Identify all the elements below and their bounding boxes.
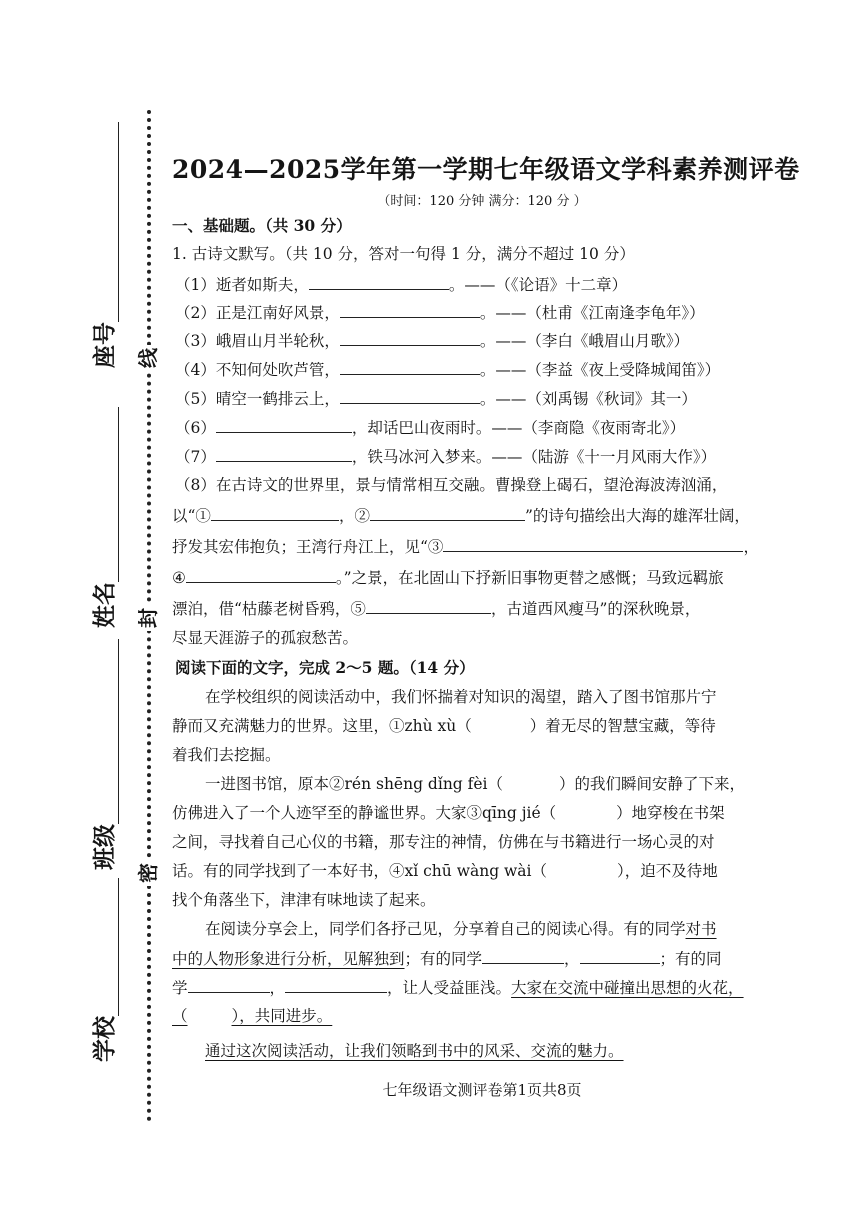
para4: 通过这次阅读活动，让我们领略到书中的风采、交流的魅力。	[205, 1042, 624, 1060]
section1-heading: 一、基础题。（共 30 分）	[172, 216, 352, 235]
name-label: 姓名	[91, 582, 118, 628]
para2-line-1: 一进图书馆，原本②rén shēng dǐng fèi（ ）的我们瞬间安静了下来，	[205, 775, 746, 793]
para1-line-3: 着我们去挖掘。	[172, 746, 281, 764]
exam-subtitle: （时间：120 分钟 满分：120 分 ）	[377, 194, 587, 209]
seal-char-mi: 密	[135, 860, 161, 886]
poem-item-2: （2）正是江南好风景， 。——（杜甫《江南逢李龟年》）	[175, 301, 705, 324]
para3-line-1: 在阅读分享会上，同学们各抒己见，分享着自己的阅读心得。有的同学对书	[205, 920, 717, 938]
answer-blank[interactable]	[482, 947, 564, 964]
item8-line-6: 尽显天涯游子的孤寂愁苦。	[172, 629, 359, 647]
answer-blank[interactable]	[443, 535, 743, 552]
answer-blank[interactable]	[580, 947, 660, 964]
poem-item-5: （5）晴空一鹤排云上， 。——（刘禹锡《秋词》其一）	[175, 387, 697, 410]
class-label: 班级	[91, 824, 118, 870]
para2-line-2: 仿佛进入了一个人迹罕至的静谧世界。大家③qīng jié（ ）地穿梭在书架	[172, 804, 725, 822]
answer-blank[interactable]	[211, 504, 339, 521]
answer-blank[interactable]	[370, 504, 525, 521]
name-field[interactable]	[86, 407, 119, 628]
underlined-sentence: 大家在交流中碰撞出思想的火花，	[511, 979, 744, 997]
para3-line-3: 学 ， ，让人受益匪浅。大家在交流中碰撞出思想的火花，	[172, 976, 744, 999]
underlined-phrase: 对书	[685, 920, 717, 938]
seat-number-label: 座号	[91, 322, 118, 368]
name-blank[interactable]	[96, 407, 119, 582]
poem-item-3: （3）峨眉山月半轮秋， 。——（李白《峨眉山月歌》）	[175, 329, 689, 352]
class-field[interactable]	[86, 639, 119, 870]
seat-number-blank[interactable]	[96, 122, 119, 322]
para1-line-1: 在学校组织的阅读活动中，我们怀揣着对知识的渴望，踏入了图书馆那片宁	[205, 688, 717, 706]
answer-blank[interactable]	[188, 976, 270, 993]
answer-blank[interactable]	[309, 273, 449, 290]
answer-blank[interactable]	[340, 301, 480, 318]
answer-blank[interactable]	[216, 445, 352, 462]
exam-title: 2024—2025学年第一学期七年级语文学科素养测评卷	[172, 155, 800, 184]
question1-stem: 1. 古诗文默写。（共 10 分，答对一句得 1 分，满分不超过 10 分）	[172, 245, 635, 263]
poem-item-6: （6） ，却话巴山夜雨时。——（李商隐《夜雨寄北》）	[175, 416, 685, 439]
reading-heading: 阅读下面的文字，完成 2～5 题。（14 分）	[175, 658, 475, 677]
poem-item-7: （7） ，铁马冰河入梦来。——（陆游《十一月风雨大作》）	[175, 445, 716, 468]
answer-blank[interactable]	[340, 387, 480, 404]
answer-blank[interactable]	[366, 597, 491, 614]
seal-char-feng: 封	[135, 605, 161, 631]
poem-item-1: （1）逝者如斯夫， 。——（《论语》十二章）	[175, 273, 627, 296]
item8-line-3: 抒发其宏伟抱负；王湾行舟江上，见“③ ，	[172, 535, 759, 558]
page-footer: 七年级语文测评卷第1页共8页	[382, 1081, 582, 1099]
answer-blank[interactable]	[216, 416, 352, 433]
answer-blank[interactable]	[340, 329, 480, 346]
answer-blank[interactable]	[186, 566, 336, 583]
item8-line-2: 以“① ，② ”的诗句描绘出大海的雄浑壮阔，	[172, 504, 750, 527]
school-label: 学校	[91, 1016, 118, 1062]
para2-line-4: 话。有的同学找到了一本好书，④xǐ chū wàng wài（ ），迫不及待地	[172, 862, 718, 880]
seal-char-xian: 线	[135, 345, 161, 371]
answer-blank[interactable]	[188, 1005, 232, 1027]
school-field[interactable]	[86, 878, 119, 1062]
item8-line-1: （8）在古诗文的世界里，景与情常相互交融。曹操登上碣石，望沧海波涛汹涌，	[175, 476, 728, 494]
school-blank[interactable]	[96, 878, 119, 1016]
para2-line-3: 之间，寻找着自己心仪的书籍，那专注的神情，仿佛在与书籍进行一场心灵的对	[172, 833, 715, 851]
answer-blank[interactable]	[285, 976, 387, 993]
para3-line-4: （ ），共同进步。	[172, 1007, 333, 1025]
seat-number-field[interactable]	[86, 122, 119, 368]
para1-line-2: 静而又充满魅力的世界。这里，①zhù xù（ ）着无尽的智慧宝藏，等待	[172, 717, 716, 735]
item8-line-4: ④ 。”之景，在北固山下抒新旧事物更替之感慨；马致远羁旅	[172, 566, 724, 589]
class-blank[interactable]	[96, 639, 119, 824]
underlined-phrase: 中的人物形象进行分析，见解独到	[172, 950, 405, 968]
answer-blank[interactable]	[340, 358, 480, 375]
item8-line-5: 漂泊，借“枯藤老树昏鸦，⑤ ，古道西风瘦马”的深秋晚景，	[172, 597, 700, 620]
para2-line-5: 找个角落坐下，津津有味地读了起来。	[172, 891, 436, 909]
poem-item-4: （4）不知何处吹芦管， 。——（李益《夜上受降城闻笛》）	[175, 358, 720, 381]
para3-line-2: 中的人物形象进行分析，见解独到；有的同学 ， ；有的同	[172, 947, 722, 970]
